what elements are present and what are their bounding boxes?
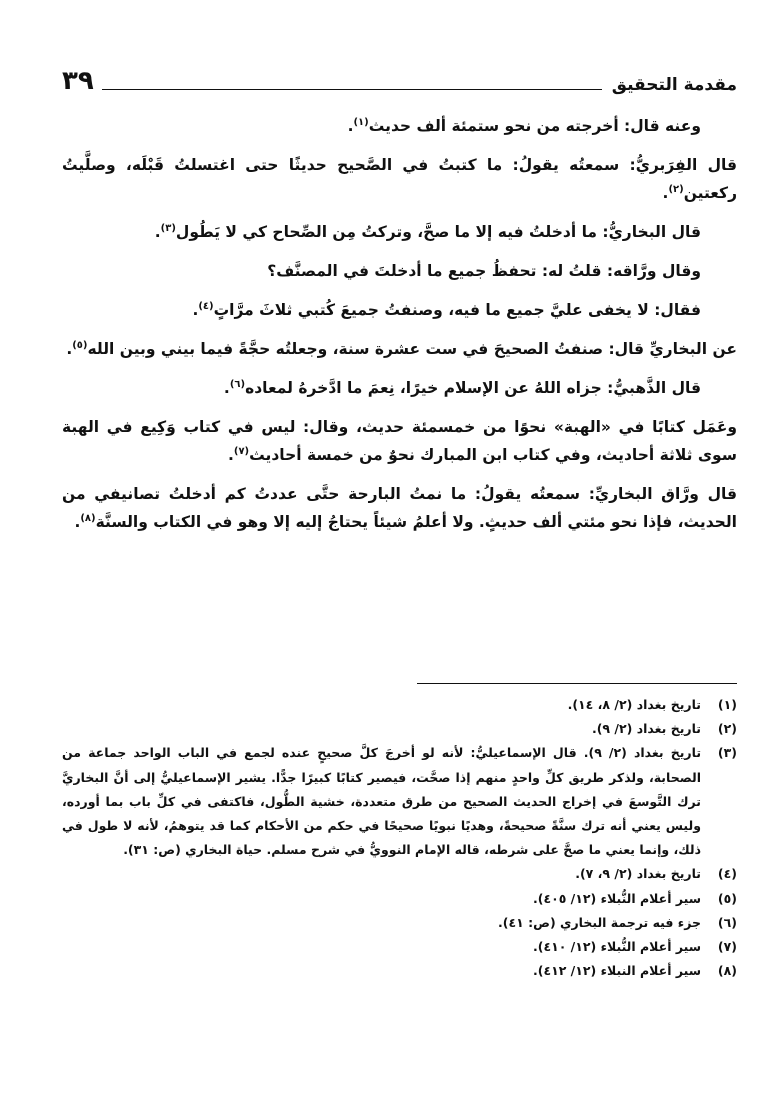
footnote-ref: (٦): [229, 379, 246, 390]
footnote-ref: (٥): [72, 340, 88, 351]
footnote-ref: (٢): [668, 184, 684, 195]
paragraph: قال الفِرَبريُّ: سمعتُه يقولُ: ما كتبتُ في الصَّحيح حديثًا حتى اغتسلتُ قَبْلَه، وصلَّيتُ ركعتين$^{(٢)}$.: [62, 156, 737, 202]
page-number: ٣٩: [62, 66, 94, 96]
header-title: مقدمة التحقيق: [611, 75, 737, 95]
footnote-number: (١): [717, 697, 737, 712]
paragraph: وقال ورَّاقه: قلتُ له: تحفظُ جميع ما أدخلتَ في المصنَّف؟: [267, 262, 701, 280]
footnote: [62, 693, 737, 717]
footnote: [62, 862, 737, 886]
footnote-ref: (٨): [80, 513, 96, 524]
header-rule: [102, 89, 602, 90]
footnote-divider: [417, 683, 737, 684]
paragraph: وعَمَل كتابًا في «الهبة» نحوًا من خمسمئة حديث، وقال: ليس في كتاب وَكِيع في الهبة سوى ثلاثة أحاديث، وفي كتاب ابن المبارك نحوٌ من خمسة أحاديث$^{(٧)}$.: [62, 418, 737, 464]
paragraph: وعنه قال: أخرجته من نحو ستمئة ألف حديث$^{(١)}$.: [347, 117, 701, 135]
footnote-ref: (٤): [198, 301, 214, 312]
footnotes: [62, 693, 737, 983]
footnote: [62, 935, 737, 959]
footnote-text: تاريخ بغداد (٢/ ٨، ١٤).: [567, 697, 701, 712]
footnote-text: تاريخ بغداد (٢/ ٩). قال الإسماعيليُّ: لأنه لو أخرجَ كلَّ صحيحٍ عنده لجمع في الباب الواحد جماعة من الصحابة، ولذكر طريق كلِّ واحدٍ منهم إذا صحَّت، فيصير كتابًا كبيرًا جدًّا. يشير الإسماعيليُّ إلى أنَّ البخاريَّ ترك التَّوسعَ في إخراج الحديث الصحيح من طرق متعددة، خشية الطُّول، فاكتفى في كلِّ باب بما أورده، وليس يعني أنه ترك سنَّةً صحيحةً، وهديًا نبويًا صحيحًا في حكم من الأحكام كما قد يتوهمُ، لأنه لا طول في ذلك، وإنما يعني ما صحَّ على شرطه، قاله الإمام النوويُّ في شرح مسلم. حياة البخاري (ص: ٣١).: [62, 745, 702, 858]
footnote-number: (٢): [717, 721, 737, 737]
footnote: [62, 741, 737, 862]
footnote: [62, 911, 737, 935]
footnote-number: (٥): [717, 890, 737, 906]
paragraph: فقال: لا يخفى عليَّ جميع ما فيه، وصنفتُ جميعَ كُتبي ثلاثَ مرَّاتٍ$^{(٤)}$.: [192, 301, 701, 319]
footnote-number: (٤): [717, 866, 737, 882]
footnote-text: جزء فيه ترجمة البخاري (ص: ٤١).: [498, 914, 701, 930]
footnote-ref: (٣): [160, 223, 176, 234]
running-header: [62, 60, 737, 94]
footnote-number: (٨): [717, 963, 737, 979]
footnote-ref: (١): [353, 117, 369, 128]
footnote-text: تاريخ بغداد (٢/ ٩).: [591, 721, 701, 737]
paragraph: عن البخاريِّ قال: صنفتُ الصحيحَ في ست عشرة سنة، وجعلتُه حجَّةً فيما بيني وبين الله$^{(٥)}$.: [66, 340, 737, 358]
footnote-number: (٧): [717, 939, 737, 955]
footnote: [62, 887, 737, 911]
footnote-ref: (٧): [233, 446, 250, 457]
footnote-number: (٣): [717, 745, 737, 761]
footnote-number: (٦): [717, 914, 737, 930]
footnote-text: سير أعلام النُّبلاء (١٢/ ٤٠٥).: [532, 890, 701, 906]
footnote: [62, 717, 737, 741]
paragraph: قال البخاريُّ: ما أدخلتُ فيه إلا ما صحَّ، وتركتُ مِن الصِّحاح كي لا يَطُول$^{(٣)}$.: [154, 223, 701, 241]
footnote-text: تاريخ بغداد (٢/ ٩، ٧).: [575, 866, 701, 882]
main-text: [62, 112, 737, 547]
footnote: [62, 959, 737, 983]
paragraph: قال الذَّهبيُّ: جزاه اللهُ عن الإسلام خيرًا، نِعمَ ما ادَّخرهُ لمعاده$^{(٦)}$.: [223, 379, 701, 397]
footnote-text: سير أعلام النبلاء (١٢/ ٤١٢).: [532, 963, 701, 979]
paragraph: قال ورَّاق البخاريِّ: سمعتُه يقولُ: ما نمتُ البارحة حتَّى عددتُ كم أدخلتُ تصانيفي من الحديث، فإذا نحو مئتي ألف حديثٍ. ولا أعلمُ شيئاً يحتاجُ إليه إلا وهو في الكتاب والسنَّة$^{(٨)}$.: [62, 485, 737, 531]
footnote-text: سير أعلام النُّبلاء (١٢/ ٤١٠).: [532, 939, 701, 955]
